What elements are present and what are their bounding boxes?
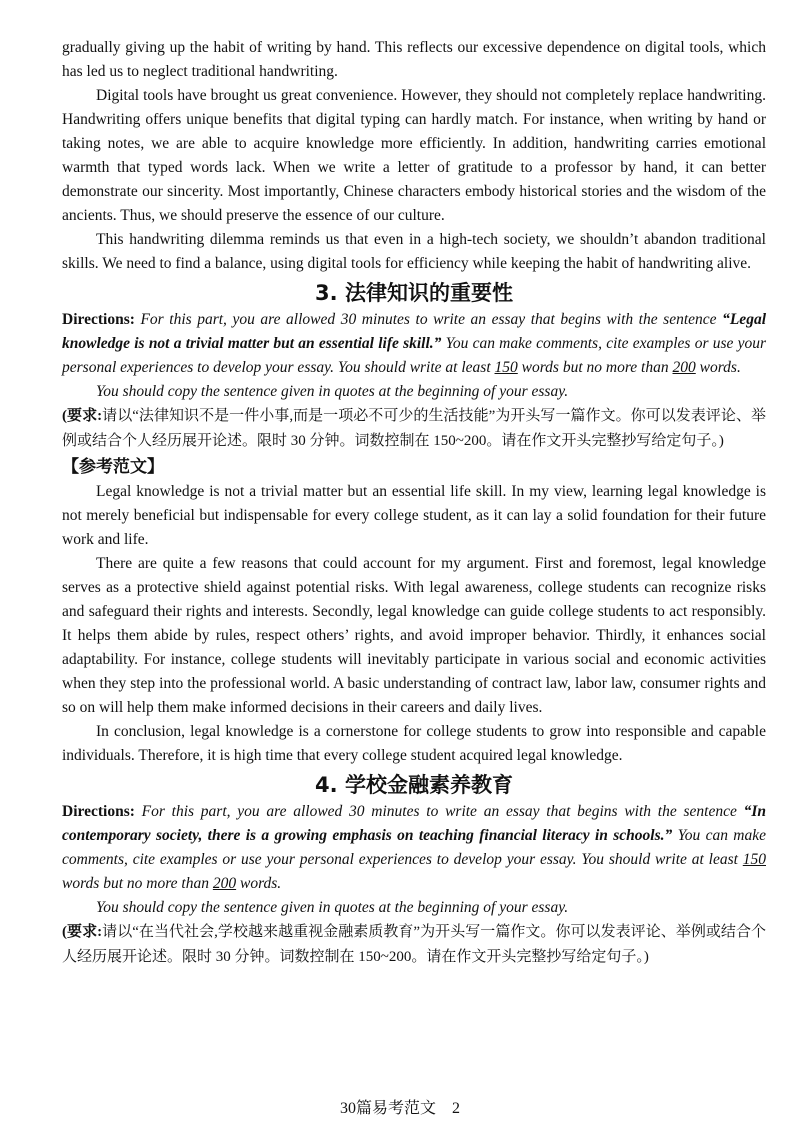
intro-paragraph-1: gradually giving up the habit of writing by hand. This reflects our excessive dependence on digital tools, which has led us to neglect traditional handwriting. xyxy=(62,39,766,80)
directions-label: Directions: xyxy=(62,803,135,820)
directions-text: words but no more than xyxy=(517,359,673,376)
requirement-label: (要求: xyxy=(62,408,103,424)
section3-heading: 3. 法律知识的重要性 xyxy=(315,281,513,305)
intro-paragraph-3: This handwriting dilemma reminds us that even in a high-tech society, we shouldn’t abandon traditional skills. We need to find a balance, using digital tools for efficiency while keeping the habit of handwriting alive. xyxy=(62,231,766,272)
section4-directions xyxy=(62,800,766,896)
given-sentence: “Legal knowledge is not a trivial matter but an essential life skill.” xyxy=(62,311,766,352)
min-words: 150 xyxy=(494,359,518,376)
essay-paragraph-2: There are quite a few reasons that could account for my argument. First and foremost, legal knowledge serves as a protective shield against potential risks. With legal awareness, college students can recognize risks and safeguard their rights and interests. Secondly, legal knowledge can guide college students to act responsibly. It helps them abide by rules, respect others’ rights, and avoid improper behavior. Thirdly, it enhances social adaptability. For instance, college students will inevitably participate in various social and economic activities when they step into the professional world. A basic understanding of contract law, labor law, consumer rights and so on will help them make informed decisions in their careers and daily lives. xyxy=(62,555,766,716)
section4-requirement xyxy=(62,920,766,970)
max-words: 200 xyxy=(672,359,696,376)
directions-text: words. xyxy=(695,359,741,376)
directions-text: You can make comments, cite examples or use your personal experiences to develop your essay. You should write at least xyxy=(62,827,767,868)
section4-copy-note: You should copy the sentence given in quotes at the beginning of your essay. xyxy=(96,899,569,916)
directions-label: Directions: xyxy=(62,311,135,328)
intro-paragraph-2: Digital tools have brought us great convenience. However, they should not completely replace handwriting. Handwriting offers unique benefits that digital typing can hardly match. For instance, when writing by hand or taking notes, we are able to acquire knowledge more efficiently. In addition, handwriting carries emotional warmth that typed words lack. When we write a letter of gratitude to a professor by hand, it can better demonstrate our sincerity. Most importantly, Chinese characters embody historical stories and the wisdom of the ancients. Thus, we should preserve the essence of our culture. xyxy=(62,87,766,224)
given-sentence: “In contemporary society, there is a growing emphasis on teaching financial literacy in schools.” xyxy=(62,803,766,844)
section3-copy-note: You should copy the sentence given in quotes at the beginning of your essay. xyxy=(96,383,569,400)
directions-text: words but no more than xyxy=(62,875,213,892)
min-words: 150 xyxy=(742,851,766,868)
reference-essay-label: 【参考范文】 xyxy=(62,457,164,477)
requirement-label: (要求: xyxy=(62,924,103,940)
requirement-text: 请以“法律知识不是一件小事,而是一项必不可少的生活技能”为开头写一篇作文。你可以发表评论、举例或结合个人经历展开论述。限时 30 分钟。词数控制在 150~200。请在作文开头完整抄写给定句子。) xyxy=(62,408,766,449)
page-footer: 30篇易考范文 2 xyxy=(339,1100,460,1117)
document-page xyxy=(62,36,766,970)
requirement-text: 请以“在当代社会,学校越来越重视金融素质教育”为开头写一篇作文。你可以发表评论、举例或结合个人经历展开论述。限时 30 分钟。词数控制在 150~200。请在作文开头完整抄写给定句子。) xyxy=(62,924,766,965)
section3-requirement xyxy=(62,404,766,454)
max-words: 200 xyxy=(212,875,237,892)
directions-text: words. xyxy=(236,875,282,892)
essay-paragraph-1: Legal knowledge is not a trivial matter but an essential life skill. In my view, learning legal knowledge is not merely beneficial but indispensable for every college student, as it can lay a solid foundation for their future work and life. xyxy=(62,483,766,548)
section4-heading: 4. 学校金融素养教育 xyxy=(315,773,513,797)
directions-text: For this part, you are allowed 30 minutes to write an essay that begins with the sentence xyxy=(134,803,744,820)
directions-text: You can make comments, cite examples or use your personal experiences to develop your essay. You should write at least xyxy=(62,335,766,376)
section3-directions xyxy=(62,308,766,380)
essay-paragraph-3: In conclusion, legal knowledge is a cornerstone for college students to grow into responsible and capable individuals. Therefore, it is high time that every college student acquired legal knowledge. xyxy=(62,723,766,764)
directions-text: For this part, you are allowed 30 minutes to write an essay that begins with the sentence xyxy=(134,311,723,328)
